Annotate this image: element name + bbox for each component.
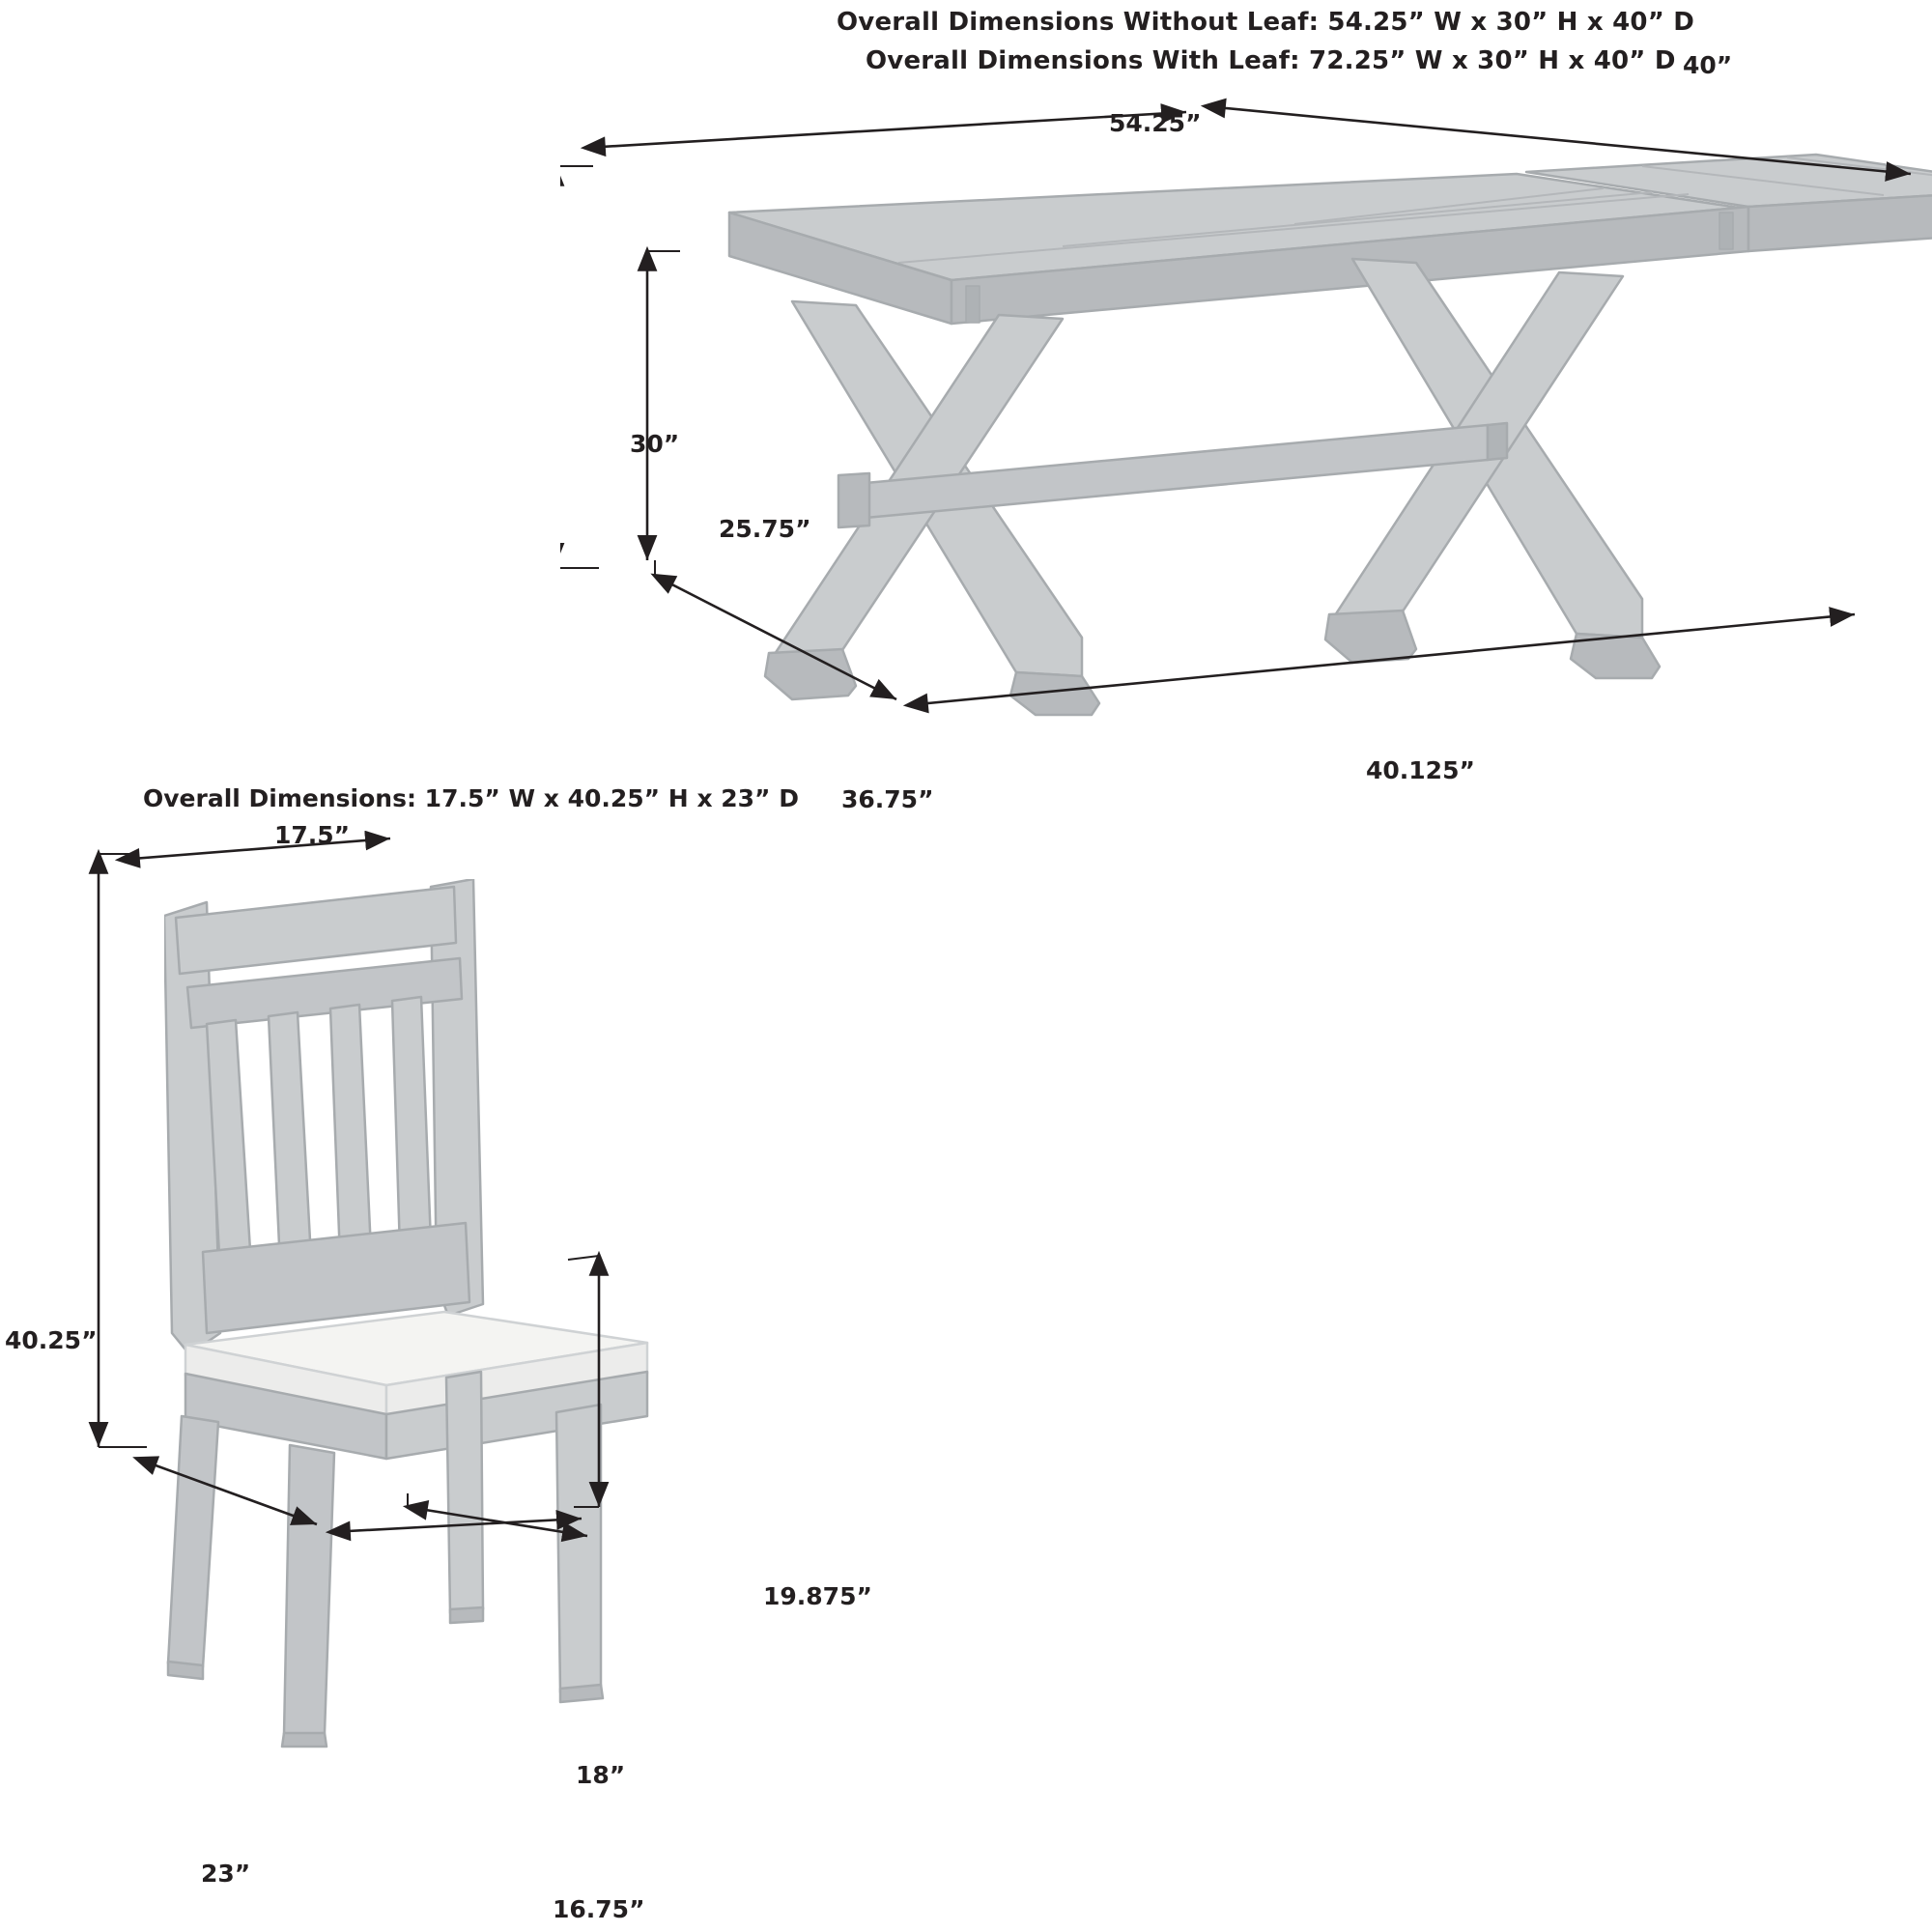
dim-label-table-base-width: 40.125”	[1366, 756, 1475, 784]
chair-dimension-lines	[58, 831, 869, 1932]
dim-label-chair-height: 40.25”	[5, 1326, 98, 1354]
dim-label-table-height: 30”	[630, 430, 680, 458]
dim-label-chair-seat-depth: 18”	[576, 1761, 626, 1789]
dim-label-chair-foot-depth: 16.75”	[553, 1895, 645, 1923]
dim-label-table-depth: 40”	[1683, 51, 1733, 79]
dim-label-chair-depth: 23”	[201, 1860, 251, 1888]
dim-label-chair-width: 17.5”	[274, 821, 351, 849]
header-chair-dimensions: Overall Dimensions: 17.5” W x 40.25” H x 23” D	[143, 784, 799, 812]
dim-label-table-apron-height: 25.75”	[719, 515, 811, 543]
dim-label-table-base-depth: 36.75”	[841, 785, 934, 813]
dim-label-table-top-width: 54.25”	[1109, 109, 1202, 137]
header-with-leaf: Overall Dimensions With Leaf: 72.25” W x 30” H x 40” D	[866, 46, 1676, 75]
table-dimension-lines	[560, 77, 1932, 811]
dim-label-chair-seat-height: 19.875”	[763, 1582, 872, 1610]
header-without-leaf: Overall Dimensions Without Leaf: 54.25” W x 30” H x 40” D	[837, 8, 1695, 37]
